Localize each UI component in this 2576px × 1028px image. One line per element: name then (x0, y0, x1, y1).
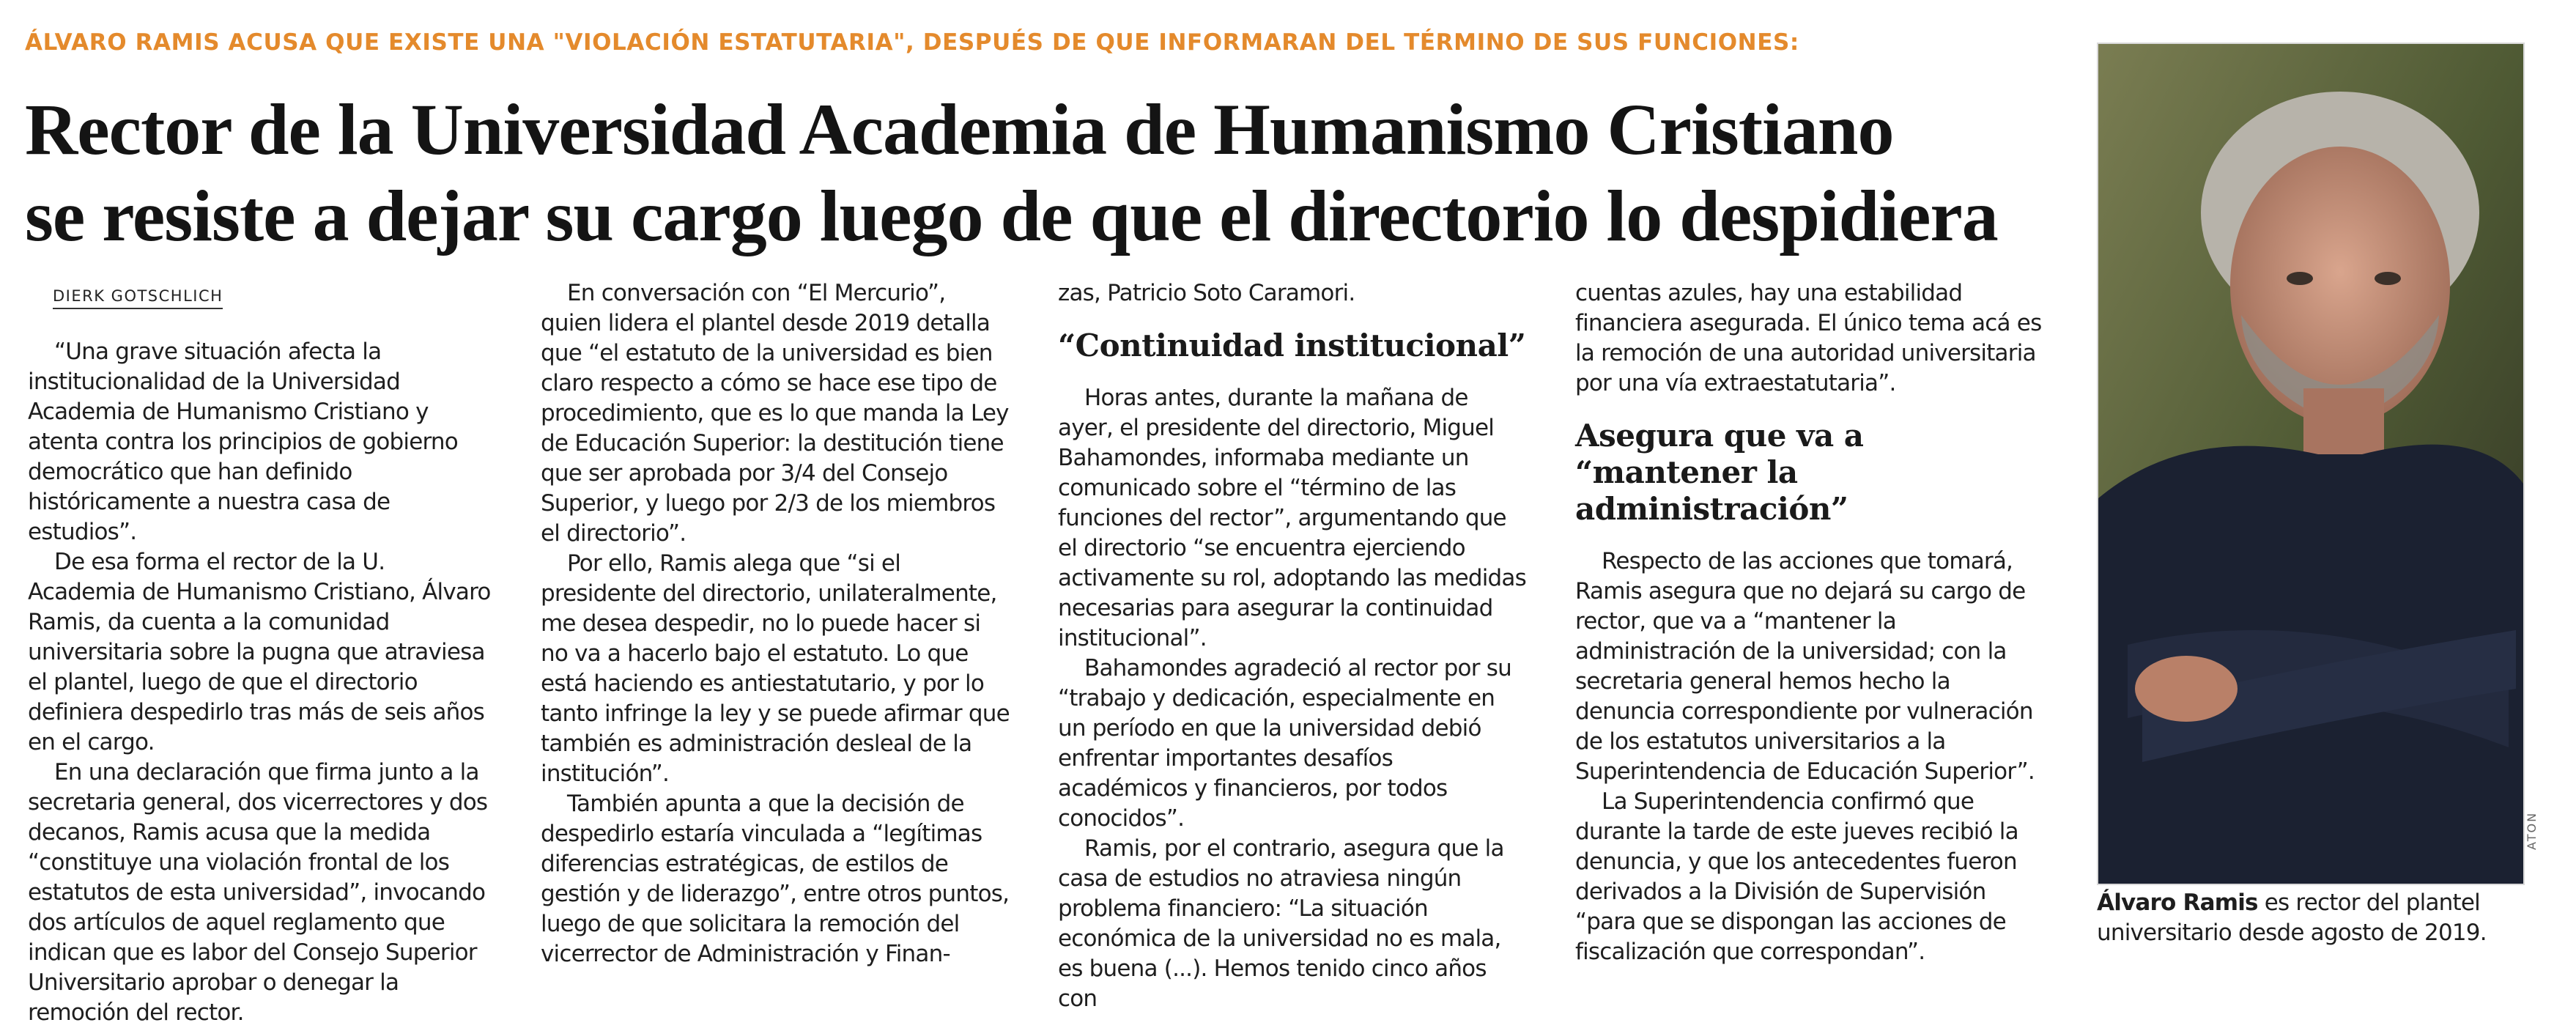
paragraph: Horas antes, durante la mañana de ayer, el presidente del directorio, Miguel Bahamondes, informaba mediante un comunicado sobre el “término de las funciones del rector”, argumentando que el directorio “se encuentra ejerciendo activamente su rol, adoptando las medidas necesarias para asegurar la continuidad institucional”. (1058, 385, 1526, 651)
photo-caption (2097, 888, 2551, 948)
paragraph: De esa forma el rector de la U. Academia de Humanismo Cristiano, Álvaro Ramis, da cuenta a la comunidad universitaria sobre la pugna que atraviesa el plantel, luego de que el directorio definiera despedirlo tras más de seis años en el cargo. (28, 549, 491, 755)
byline: DIERK GOTSCHLICH (53, 287, 223, 309)
paragraph: Ramis, por el contrario, asegura que la casa de estudios no atraviesa ningún problema financiero: “La situación económica de la universidad no es mala, es buena (...). Hemos tenido cinco años con (1058, 835, 1504, 1012)
paragraph-continuation: cuentas azules, hay una estabilidad financiera asegurada. El único tema acá es la remoción de una autoridad universitaria por una vía extraestatutaria”. (1575, 280, 2042, 396)
subheading-mantener: Asegura que va a “mantener la administración” (1575, 418, 1864, 527)
caption-text: es rector del plantel universitario desde agosto de 2019. (2097, 890, 2487, 946)
portrait-illustration (2098, 44, 2523, 884)
column-2 (541, 278, 1010, 969)
paragraph: En conversación con “El Mercurio”, quien lidera el plantel desde 2019 detalla que “el estatuto de la universidad es bien claro respecto a cómo se hace ese tipo de procedimiento, que es lo que manda la Ley de Educación Superior: la destitución tiene que ser aprobada por 3/4 del Consejo Superior, y luego por 2/3 de los miembros el directorio”. (541, 280, 1009, 547)
kicker: ÁLVARO RAMIS ACUSA QUE EXISTE UNA "VIOLACIÓN ESTATUTARIA", DESPUÉS DE QUE INFORMARAN DEL TÉRMINO DE SUS FUNCIONES: (25, 29, 1799, 56)
headline (25, 86, 2062, 259)
paragraph: Bahamondes agradeció al rector por su “trabajo y dedicación, especialmente en un período en que la universidad debió enfrentar importantes desafíos académicos y financieros, por todos conocidos”. (1058, 655, 1511, 832)
paragraph-continuation: zas, Patricio Soto Caramori. (1058, 280, 1355, 306)
paragraph: Por ello, Ramis alega que “si el presidente del directorio, unilateralmente, me desea despedir, no lo puede hacer si no va a hacerlo bajo el estatuto. Lo que está haciendo es antiestatutario, y por lo tanto infringe la ley y se puede afirmar que también es administración desleal de la institución”. (541, 550, 1010, 787)
caption-name: Álvaro Ramis (2097, 890, 2258, 916)
photo-credit: ATON (2525, 811, 2539, 850)
column-1 (28, 337, 497, 1028)
paragraph: También apunta a que la decisión de despedirlo estaría vinculada a “legítimas diferencias estratégicas, de estilos de gestión y de liderazgo”, entre otros puntos, luego de que solicitara la remoción del vicerrector de Administración y Finan- (541, 791, 1010, 967)
column-4 (1575, 278, 2044, 967)
headline-line-2: se resiste a dejar su cargo luego de que el directorio lo despidiera (25, 175, 1998, 256)
paragraph: La Superintendencia confirmó que durante la tarde de este jueves recibió la denuncia, y que los antecedentes fueron derivados a la División de Supervisión “para que se dispongan las acciones de fiscalización que correspondan”. (1575, 788, 2018, 965)
paragraph: Respecto de las acciones que tomará, Ramis asegura que no dejará su cargo de rector, que va a “mantener la administración de la universidad; con la secretaria general hemos hecho la denuncia correspondiente por vulneración de los estatutos universitarios a la Superintendencia de Educación Superior”. (1575, 548, 2035, 785)
column-3 (1058, 278, 1527, 1014)
paragraph: En una declaración que firma junto a la secretaria general, dos vicerrectores y dos decanos, Ramis acusa que la medida “constituye una violación frontal de los estatutos de esta universidad”, invocando dos artículos de aquel reglamento que indican que es labor del Consejo Superior Universitario aprobar o denegar la remoción del rector. (28, 759, 488, 1026)
portrait-photo (2097, 42, 2525, 885)
subheading-continuidad: “Continuidad institucional” (1058, 328, 1526, 363)
headline-line-1: Rector de la Universidad Academia de Humanismo Cristiano (25, 89, 1894, 170)
paragraph: “Una grave situación afecta la institucionalidad de la Universidad Academia de Humanismo Cristiano y atenta contra los principios de gobierno democrático que han definido históricamente a nuestra casa de estudios”. (28, 339, 458, 545)
